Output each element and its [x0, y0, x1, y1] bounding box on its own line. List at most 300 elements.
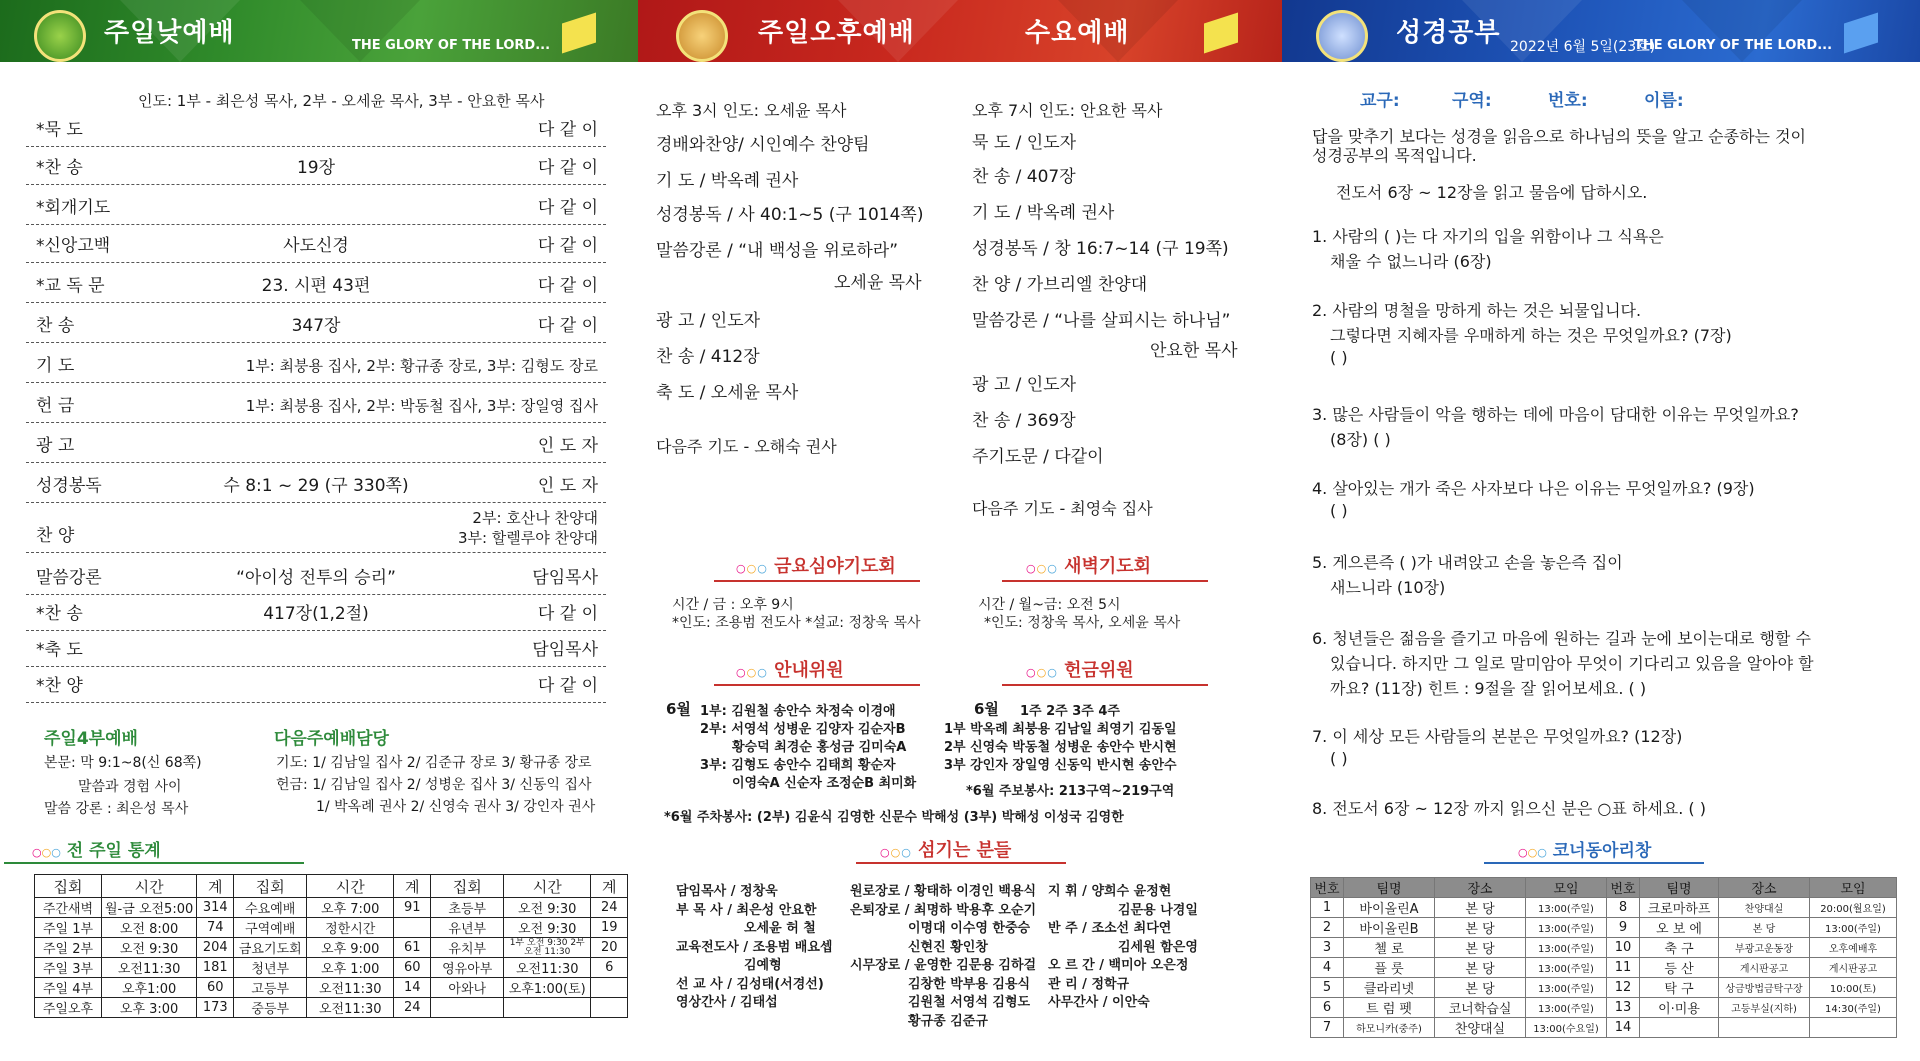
question-line: 채울 수 없느니라 (6장) [1330, 252, 1492, 271]
stats-cell: 유년부 [431, 918, 504, 938]
student-field-label: 구역: [1452, 91, 1492, 111]
wednesday-line: 주기도문 / 다같이 [972, 447, 1104, 467]
fourth-service-heading: 주일4부예배 [44, 729, 138, 749]
order-label: 찬 양 [36, 526, 75, 546]
club-header: 모임 [1526, 878, 1607, 898]
ushers-line: 1부: 김원철 송안수 차정숙 이경애 [700, 704, 896, 719]
server-line: 원로장로 / 황태하 이경인 백용식 [850, 884, 1037, 899]
order-row [26, 186, 606, 225]
stats-row [35, 938, 628, 958]
friday-heading-block [736, 552, 896, 578]
club-cell: 바이올린A [1344, 898, 1435, 918]
stats-row [35, 958, 628, 978]
order-leader-2: 3부: 할렐루야 찬양대 [457, 529, 598, 547]
student-field-label: 교구: [1360, 91, 1400, 111]
sunday-line: 오세윤 목사 [834, 273, 922, 293]
order-leader: 다 같 이 [537, 158, 598, 178]
order-row [26, 384, 606, 423]
server-line: 이명대 이수영 한중승 [908, 921, 1031, 936]
order-row [26, 592, 606, 631]
dots-icon: ○○○ [1026, 666, 1058, 679]
ushers-line: 이영숙A 신순자 조정순B 최미화 [732, 776, 917, 791]
club-cell: 14:30(주일) [1810, 998, 1897, 1018]
dawn-info: *인도: 정창욱 목사, 오세윤 목사 [984, 615, 1181, 631]
club-cell: 14 [1607, 1018, 1640, 1038]
club-cell: 본 당 [1719, 918, 1810, 938]
stats-cell: 월-금 오전5:00 [102, 898, 197, 918]
next-week-offering-2: 1/ 박옥례 권사 2/ 신영숙 권사 3/ 강인자 권사 [316, 799, 596, 815]
question-line: 있습니다. 하지만 그 일로 말미암아 무엇이 기다리고 있음을 알아야 할 [1330, 654, 1814, 673]
ushers-line: 3부: 김형도 송안수 김태희 황순자 [700, 758, 896, 773]
order-leader: 다 같 이 [537, 198, 598, 218]
panel2-title: 주일오후예배 [758, 18, 915, 48]
stats-table [34, 874, 628, 1018]
study-intro: 답을 맞추기 보다는 성경을 읽음으로 하나님의 뜻을 알고 순종하는 것이 [1312, 127, 1806, 146]
club-cell: 6 [1311, 998, 1344, 1018]
offering-line: 1부 박옥례 최붕용 김남일 최영기 김동일 [944, 722, 1177, 737]
order-row [26, 224, 606, 263]
server-line: 김예형 [744, 958, 782, 973]
stats-cell: 주일 3부 [35, 958, 102, 978]
order-label: *축 도 [36, 640, 83, 660]
stats-row [35, 978, 628, 998]
order-leader: 1부: 최붕용 집사, 2부: 황규종 장로, 3부: 김형도 장로 [245, 357, 598, 375]
club-cell: 바이올린B [1344, 918, 1435, 938]
club-underline [1484, 862, 1704, 864]
order-row [26, 464, 606, 503]
offering-note: *6월 주보봉사: 213구역~219구역 [966, 784, 1175, 799]
next-week-prayer: 기도: 1/ 김남일 집사 2/ 김준규 장로 3/ 황규종 장로 [276, 755, 592, 771]
stats-cell: 오전 9:30 [102, 938, 197, 958]
stats-cell: 중등부 [234, 998, 307, 1018]
club-cell: 4 [1311, 958, 1344, 978]
stats-cell: 오전11:30 [307, 978, 394, 998]
fourth-service-subject: 말씀과 경험 사이 [78, 779, 182, 795]
sunday-line: 찬 송 / 412장 [656, 347, 760, 367]
club-table [1310, 877, 1897, 1038]
order-content: 347장 [291, 316, 341, 336]
club-cell: 13:00(주일) [1810, 918, 1897, 938]
stats-cell: 14 [394, 978, 431, 998]
stats-header: 시간 [307, 875, 394, 898]
sunday-line: 경배와찬양/ 시인예수 찬양팀 [656, 135, 870, 155]
stats-cell: 청년부 [234, 958, 307, 978]
club-cell: 본 당 [1435, 938, 1526, 958]
panel2-subtitle: 수요예배 [1025, 18, 1130, 48]
club-cell: 2 [1311, 918, 1344, 938]
club-cell: 13:00(주일) [1526, 918, 1607, 938]
club-cell: 12 [1607, 978, 1640, 998]
stats-cell: 금요기도회 [234, 938, 307, 958]
club-header: 팀명 [1344, 878, 1435, 898]
order-label: 광 고 [36, 436, 75, 456]
club-cell: 부광고운동장 [1719, 938, 1810, 958]
yellow-flag-icon [1204, 12, 1238, 53]
panel1-title: 주일낮예배 [104, 18, 235, 48]
flower-logo-icon [676, 10, 728, 62]
stats-header: 계 [394, 875, 431, 898]
server-line: 선 교 사 / 김성태(서경선) [676, 976, 824, 992]
dawn-time: 시간 / 월~금: 오전 5시 [978, 597, 1121, 613]
club-cell: 13:00(주일) [1526, 938, 1607, 958]
club-row [1311, 998, 1897, 1018]
server-line: 교육전도사 / 조용범 배요셉 [676, 939, 833, 955]
panel1-header [0, 0, 638, 62]
question-line: 새느니라 (10장) [1330, 578, 1446, 597]
offering-heading: 헌금위원 [1064, 660, 1134, 681]
order-leader: 다 같 이 [537, 276, 598, 296]
stats-cell: 정한시간 [307, 918, 394, 938]
stats-cell: 173 [197, 998, 234, 1018]
stats-cell: 초등부 [431, 898, 504, 918]
club-cell: 13 [1607, 998, 1640, 1018]
stats-cell: 6 [591, 958, 628, 978]
dawn-heading-block [1026, 552, 1151, 578]
ushers-line: 2부: 서영석 성병운 김양자 김순자B [700, 722, 906, 737]
dots-icon: ○○○ [1518, 846, 1547, 859]
club-cell: 축 구 [1640, 938, 1719, 958]
order-row [26, 628, 606, 667]
club-cell: 11 [1607, 958, 1640, 978]
order-leader: 담임목사 [532, 640, 598, 660]
order-leader: 2부: 호산나 찬양대 [472, 509, 598, 527]
club-cell: 8 [1607, 898, 1640, 918]
fourth-service-preacher: 말씀 강론 : 최은성 목사 [44, 801, 189, 817]
server-line: 반 주 / 조소선 최다연 [1048, 921, 1172, 936]
order-label: 성경봉독 [36, 476, 102, 496]
order-row [26, 146, 606, 185]
stats-cell: 주일 4부 [35, 978, 102, 998]
stats-cell: 유치부 [431, 938, 504, 958]
offering-weeks: 1주 2주 3주 4주 [1020, 704, 1120, 719]
club-cell: 13:00(주일) [1526, 998, 1607, 1018]
order-content: 19장 [296, 158, 336, 178]
fourth-service-text: 본문: 막 9:1~8(신 68쪽) [44, 755, 202, 771]
stats-cell: 주일오후 [35, 998, 102, 1018]
service-leaders: 인도: 1부 - 최은성 목사, 2부 - 오세윤 목사, 3부 - 안요한 목사 [138, 92, 545, 110]
club-cell: 이·미용 [1640, 998, 1719, 1018]
stats-cell: 오전 9:30 [504, 918, 591, 938]
club-cell: 찬양대실 [1435, 1018, 1526, 1038]
ushers-heading-block [736, 656, 844, 682]
order-row [26, 304, 606, 343]
friday-info: *인도: 조용범 전도사 *설교: 정창욱 목사 [672, 615, 921, 631]
server-line: 관 리 / 정학규 [1048, 976, 1130, 992]
server-line: 은퇴장로 / 최명하 박용후 오순기 [850, 902, 1037, 918]
club-header: 장소 [1719, 878, 1810, 898]
question-line: 그렇다면 지혜자를 우매하게 하는 것은 무엇일까요? (7장) [1330, 326, 1732, 345]
order-row [26, 502, 606, 553]
stats-cell: 20 [591, 938, 628, 958]
order-leader: 인 도 자 [537, 436, 598, 456]
stats-cell: 60 [394, 958, 431, 978]
servers-heading: 섬기는 분들 [918, 840, 1012, 861]
club-row [1311, 1018, 1897, 1038]
stats-cell: 314 [197, 898, 234, 918]
stats-cell: 1부 오전 9:30 2부 오전 11:30 [504, 938, 591, 958]
next-week-offering: 헌금: 1/ 김남일 집사 2/ 성병운 집사 3/ 신동익 집사 [276, 777, 592, 793]
order-label: *찬 송 [36, 158, 83, 178]
club-header: 번호 [1311, 878, 1344, 898]
dots-icon: ○○○ [736, 562, 768, 575]
order-row [26, 664, 606, 703]
stats-cell: 주일 1부 [35, 918, 102, 938]
stats-row [35, 918, 628, 938]
sunday-line: 기 도 / 박옥례 권사 [656, 171, 799, 191]
club-cell: 탁 구 [1640, 978, 1719, 998]
order-leader: 담임목사 [532, 568, 598, 588]
server-line: 부 목 사 / 최은성 안요한 [676, 902, 817, 918]
server-line: 김문용 나경일 [1118, 902, 1198, 918]
stats-cell: 24 [591, 898, 628, 918]
study-intro-2: 성경공부의 목적입니다. [1312, 146, 1477, 165]
stats-cell: 74 [197, 918, 234, 938]
question-line: 3. 많은 사람들이 악을 행하는 데에 마음이 담대한 이유는 무엇일까요? [1312, 405, 1799, 424]
question-line: ( ) [1330, 749, 1348, 768]
stats-cell: 24 [394, 998, 431, 1018]
wednesday-line: 광 고 / 인도자 [972, 375, 1077, 395]
wednesday-line: 묵 도 / 인도자 [972, 133, 1077, 153]
wednesday-line: 성경봉독 / 창 16:7~14 (구 19쪽) [972, 239, 1229, 259]
club-row [1311, 918, 1897, 938]
club-heading-block [1518, 836, 1651, 861]
stats-cell: 61 [394, 938, 431, 958]
stats-header: 시간 [102, 875, 197, 898]
club-cell: 9 [1607, 918, 1640, 938]
club-cell: 트 럼 펫 [1344, 998, 1435, 1018]
offering-underline [1002, 684, 1208, 686]
stats-cell: 오후 7:00 [307, 898, 394, 918]
stats-row [35, 998, 628, 1018]
stats-cell [504, 998, 591, 1018]
club-cell: 오후예배후 [1810, 938, 1897, 958]
servers-underline [856, 862, 1066, 864]
club-cell: 상금방법금탁구장 [1719, 978, 1810, 998]
club-cell [1719, 1018, 1810, 1038]
wednesday-line: 다음주 기도 - 최영숙 집사 [972, 499, 1153, 518]
order-row [26, 264, 606, 303]
club-row [1311, 898, 1897, 918]
blue-flag-icon [1844, 12, 1878, 53]
stats-cell [431, 998, 504, 1018]
stats-header: 계 [591, 875, 628, 898]
stats-cell [591, 978, 628, 998]
dots-icon: ○○○ [32, 846, 61, 859]
panel1-subtitle: THE GLORY OF THE LORD... [352, 38, 551, 53]
wednesday-line: 기 도 / 박옥례 권사 [972, 203, 1115, 223]
question-line: ( ) [1330, 501, 1348, 520]
order-row [26, 556, 606, 595]
stats-cell: 주간새벽 [35, 898, 102, 918]
question-line: 4. 살아있는 개가 죽은 사자보다 나은 이유는 무엇일까요? (9장) [1312, 479, 1755, 498]
club-header: 번호 [1607, 878, 1640, 898]
server-line: 시무장로 / 윤영한 김문용 김하걸 [850, 958, 1037, 973]
order-leader: 1부: 최붕용 집사, 2부: 박동철 집사, 3부: 장일영 집사 [245, 397, 598, 415]
order-label: 찬 송 [36, 316, 75, 336]
server-line: 김세원 함은영 [1118, 939, 1198, 955]
stats-divider [4, 862, 304, 864]
server-line: 담임목사 / 정창욱 [676, 884, 778, 899]
stats-cell: 오후 9:00 [307, 938, 394, 958]
order-leader: 다 같 이 [537, 604, 598, 624]
club-row [1311, 938, 1897, 958]
server-line: 황규종 김준규 [908, 1013, 988, 1029]
ushers-line: 황승덕 최경순 홍성금 김미숙A [732, 740, 907, 755]
order-content: “아이성 전투의 승리” [236, 568, 396, 588]
question-line: 6. 청년들은 젊음을 즐기고 마음에 원하는 길과 눈에 보이는대로 행할 수 [1312, 629, 1811, 648]
order-leader: 인 도 자 [537, 476, 598, 496]
club-cell [1810, 1018, 1897, 1038]
next-week-heading: 다음주예배담당 [274, 729, 389, 749]
sunday-line: 말씀강론 / “내 백성을 위로하라” [656, 241, 899, 261]
stats-cell: 오전 9:30 [504, 898, 591, 918]
ushers-month: 6월 [666, 700, 691, 718]
club-cell: 13:00(주일) [1526, 958, 1607, 978]
stats-cell: 고등부 [234, 978, 307, 998]
stats-cell: 19 [591, 918, 628, 938]
question-line: 까요? (11장) 힌트 : 9절을 잘 읽어보세요. ( ) [1330, 679, 1647, 698]
stats-header: 집회 [234, 875, 307, 898]
stats-cell: 오후 3:00 [102, 998, 197, 1018]
student-field-label: 이름: [1644, 91, 1684, 111]
question-line: ( ) [1330, 348, 1348, 367]
order-row [26, 424, 606, 463]
club-heading: 코너동아리창 [1552, 841, 1652, 861]
club-header: 팀명 [1640, 878, 1719, 898]
dawn-heading: 새벽기도회 [1064, 556, 1152, 577]
server-line: 영상간사 / 김태섭 [676, 995, 778, 1010]
order-content: 사도신경 [283, 236, 349, 256]
offering-line: 3부 강인자 장일영 신동익 반시현 송안수 [944, 758, 1177, 773]
club-cell: 7 [1311, 1018, 1344, 1038]
hydrangea-logo-icon [1316, 10, 1368, 62]
order-label: *회개기도 [36, 198, 111, 218]
server-line: 사무간사 / 이안숙 [1048, 995, 1150, 1010]
club-cell: 게시판공고 [1810, 958, 1897, 978]
club-cell: 10 [1607, 938, 1640, 958]
order-leader: 다 같 이 [537, 120, 598, 140]
order-row [26, 344, 606, 383]
stats-cell: 204 [197, 938, 234, 958]
club-cell: 13:00(수요일) [1526, 1018, 1607, 1038]
panel2-header [638, 0, 1282, 62]
stats-heading: 전 주일 통계 [66, 841, 161, 861]
stats-row [35, 898, 628, 918]
club-cell: 등 산 [1640, 958, 1719, 978]
club-cell: 고등부실(지하) [1719, 998, 1810, 1018]
dawn-underline [1002, 580, 1208, 582]
order-content: 수 8:1 ~ 29 (구 330쪽) [223, 476, 409, 496]
order-label: *신앙고백 [36, 236, 111, 256]
order-leader: 다 같 이 [537, 316, 598, 336]
student-field-label: 번호: [1548, 91, 1588, 111]
club-cell: 찬양대실 [1719, 898, 1810, 918]
sunday-line: 축 도 / 오세윤 목사 [656, 383, 799, 403]
club-cell: 5 [1311, 978, 1344, 998]
stats-cell: 오전11:30 [504, 958, 591, 978]
question-line: 5. 게으른즉 ( )가 내려앉고 손을 놓은즉 집이 [1312, 553, 1623, 572]
order-label: 말씀강론 [36, 568, 102, 588]
club-cell: 3 [1311, 938, 1344, 958]
server-line: 지 휘 / 양희수 윤정현 [1048, 884, 1172, 899]
wednesday-line: 찬 양 / 가브리엘 찬양대 [972, 275, 1148, 295]
server-line: 김창한 박부용 김용식 [908, 976, 1031, 992]
yellow-flag-icon [562, 12, 596, 53]
wednesday-line: 찬 송 / 369장 [972, 411, 1076, 431]
wednesday-line: 찬 송 / 407장 [972, 167, 1076, 187]
friday-heading: 금요심야기도회 [774, 556, 896, 577]
stats-cell: 오전11:30 [102, 958, 197, 978]
club-header: 장소 [1435, 878, 1526, 898]
sunday-line: 다음주 기도 - 오해숙 권사 [656, 437, 837, 456]
club-cell: 본 당 [1435, 918, 1526, 938]
stats-cell: 아와나 [431, 978, 504, 998]
club-cell: 본 당 [1435, 898, 1526, 918]
stats-header: 집회 [431, 875, 504, 898]
question-line: (8장) ( ) [1330, 430, 1391, 449]
stats-cell: 오후 1:00 [307, 958, 394, 978]
leaf-logo-icon [34, 10, 86, 62]
wednesday-line: 안요한 목사 [1150, 341, 1238, 361]
club-cell: 게시판공고 [1719, 958, 1810, 978]
ushers-heading: 안내위원 [774, 660, 844, 681]
ushers-underline [714, 684, 920, 686]
question-line: 7. 이 세상 모든 사람들의 본분은 무엇일까요? (12장) [1312, 727, 1683, 746]
order-label: *찬 송 [36, 604, 83, 624]
club-cell: 크로마하프 [1640, 898, 1719, 918]
servers-heading-block [880, 836, 1011, 862]
club-cell: 클라리넷 [1344, 978, 1435, 998]
club-cell: 13:00(주일) [1526, 978, 1607, 998]
stats-cell: 91 [394, 898, 431, 918]
club-cell: 플 룻 [1344, 958, 1435, 978]
club-cell: 본 당 [1435, 978, 1526, 998]
club-cell: 본 당 [1435, 958, 1526, 978]
panel3-date: 2022년 6월 5일(23호) [1510, 39, 1656, 55]
club-cell: 13:00(주일) [1526, 898, 1607, 918]
club-row [1311, 958, 1897, 978]
dots-icon: ○○○ [736, 666, 768, 679]
club-header: 모임 [1810, 878, 1897, 898]
sunday-line: 성경봉독 / 사 40:1~5 (구 1014쪽) [656, 205, 924, 225]
stats-heading-block [32, 836, 161, 861]
stats-cell [394, 918, 431, 938]
stats-cell: 오후1:00 [102, 978, 197, 998]
order-content: 23. 시편 43편 [261, 276, 371, 296]
question-line: 1. 사람의 ( )는 다 자기의 입을 위함이나 그 식욕은 [1312, 227, 1664, 246]
club-cell: 오 보 에 [1640, 918, 1719, 938]
parking-note: *6월 주차봉사: (2부) 김윤식 김영한 신문수 박해성 (3부) 박해성 이성국 김영한 [664, 810, 1124, 825]
stats-cell: 오후1:00(토) [504, 978, 591, 998]
club-cell: 하모니카(중주) [1344, 1018, 1435, 1038]
sunday-line: 광 고 / 인도자 [656, 311, 761, 331]
stats-cell: 181 [197, 958, 234, 978]
order-leader: 다 같 이 [537, 236, 598, 256]
stats-header: 시간 [504, 875, 591, 898]
club-cell: 20:00(월요일) [1810, 898, 1897, 918]
club-cell: 첼 로 [1344, 938, 1435, 958]
question-line: 2. 사람의 명철을 망하게 하는 것은 뇌물입니다. [1312, 301, 1642, 320]
wednesday-line: 말씀강론 / “나를 살피시는 하나님” [972, 311, 1231, 331]
sunday-line: 오후 3시 인도: 오세윤 목사 [656, 101, 847, 120]
panel3-subtitle: THE GLORY OF THE LORD... [1634, 38, 1833, 53]
stats-cell: 주일 2부 [35, 938, 102, 958]
friday-time: 시간 / 금 : 오후 9시 [672, 597, 794, 613]
server-line: 오세윤 허 철 [744, 921, 816, 936]
order-content: 417장(1,2절) [263, 604, 369, 624]
stats-cell: 구역예배 [234, 918, 307, 938]
order-leader: 다 같 이 [537, 676, 598, 696]
